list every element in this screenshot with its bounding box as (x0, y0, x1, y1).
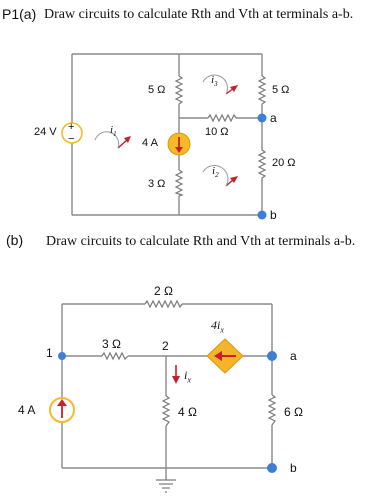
part-a-instruction: Draw circuits to calculate Rth and Vth at terminals a-b. (44, 7, 354, 22)
resistor-a-5-left (176, 76, 182, 104)
resistor-b-2 (145, 301, 182, 307)
terminal-b-node-b (267, 463, 277, 473)
resistor-b-3 (102, 353, 128, 359)
label-r-20: 20 Ω (272, 157, 296, 169)
label-b-r-4: 4 Ω (178, 405, 197, 419)
label-r-5-left: 5 Ω (148, 84, 166, 96)
label-r-10: 10 Ω (205, 126, 229, 138)
terminal-b-label-b: b (290, 461, 297, 475)
branch-current-sub: x (187, 375, 191, 385)
part-a-label: P1(a) (2, 6, 37, 22)
branch-current-arrow-head (172, 376, 180, 384)
resistor-a-20 (259, 150, 265, 178)
label-r-3: 3 Ω (148, 178, 166, 190)
part-b-instruction: Draw circuits to calculate Rth and Vth at terminals a-b. (46, 234, 356, 249)
label-b-r-3: 3 Ω (102, 337, 121, 351)
label-current-source-4a: 4 A (142, 137, 158, 149)
label-b-r-6: 6 Ω (284, 405, 303, 419)
dependent-source-sub: x (220, 325, 224, 335)
terminal-a-label-a: a (270, 111, 277, 125)
label-r-5-right: 5 Ω (272, 84, 290, 96)
part-b-label: (b) (6, 232, 24, 248)
resistor-a-10 (208, 115, 236, 121)
plus-sign: + (68, 121, 75, 133)
label-node-2: 2 (162, 339, 169, 353)
terminal-b-node-a (267, 351, 277, 361)
resistor-a-5-right (259, 76, 265, 104)
label-24v: 24 V (34, 126, 57, 138)
terminal-a-node-a (258, 114, 267, 123)
dependent-source-value: 4i (211, 318, 221, 332)
label-loop-i2: $i_2$ (212, 165, 219, 180)
label-b-current-source: 4 A (18, 403, 36, 417)
label-node-1: 1 (46, 346, 53, 360)
branch-current-value: i (184, 368, 188, 382)
label-dependent-source (211, 318, 224, 334)
terminal-b-label-a: a (290, 349, 297, 363)
resistor-a-3 (176, 170, 182, 196)
node-1-dot (58, 352, 66, 360)
label-branch-current (184, 368, 191, 384)
resistor-b-6 (269, 395, 275, 425)
terminal-a-node-b (258, 211, 267, 220)
label-b-r-2: 2 Ω (154, 284, 173, 298)
label-loop-i3: $i_3$ (211, 74, 218, 89)
resistor-b-4 (163, 396, 169, 426)
label-loop-i1: $i_1$ (110, 124, 117, 139)
terminal-a-label-b: b (270, 208, 277, 222)
ground-icon (156, 480, 176, 492)
minus-sign: − (68, 133, 75, 145)
